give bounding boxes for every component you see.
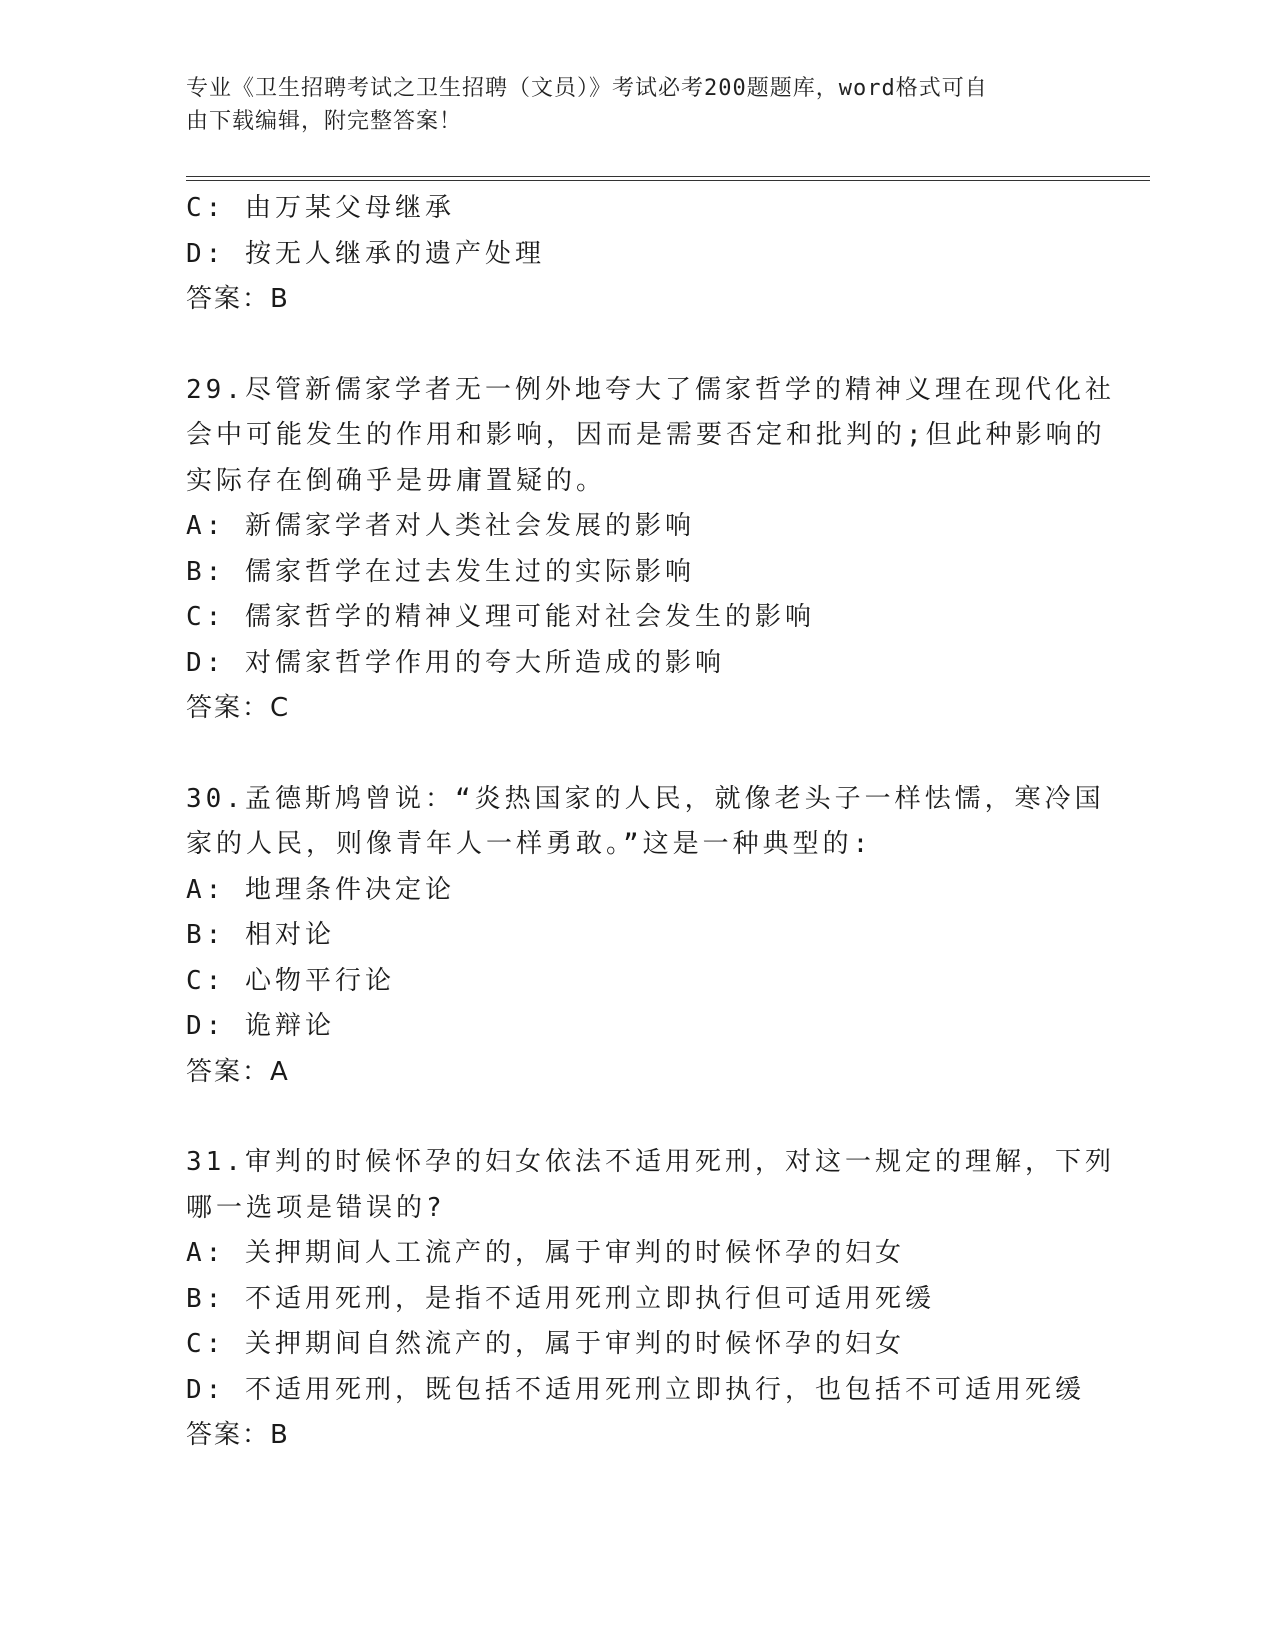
question-31 — [186, 1140, 1115, 1459]
question-stem-line: 31.审判的时候怀孕的妇女依法不适用死刑，对这一规定的理解，下列 — [186, 1147, 1115, 1177]
option-d: D: 对儒家哲学作用的夸大所造成的影响 — [186, 647, 725, 678]
header-divider — [186, 176, 1150, 181]
answer: 答案：C — [186, 693, 291, 723]
partial-question — [186, 186, 1086, 323]
option-a: A: 新儒家学者对人类社会发展的影响 — [186, 511, 695, 541]
question-stem-line: 哪一选项是错误的? — [186, 1192, 446, 1223]
option-c: C: 心物平行论 — [186, 965, 395, 996]
question-stem-line: 家的人民，则像青年人一样勇敢。”这是一种典型的: — [186, 829, 873, 859]
option-d: D: 按无人继承的遗产处理 — [186, 238, 545, 269]
question-stem-line: 会中可能发生的作用和影响，因而是需要否定和批判的;但此种影响的 — [186, 420, 1106, 450]
option-d: D: 不适用死刑，既包括不适用死刑立即执行，也包括不可适用死缓 — [186, 1374, 1085, 1405]
header-line-1: 专业《卫生招聘考试之卫生招聘（文员）》考试必考200题题库，word格式可自 — [186, 76, 988, 101]
option-c: C: 儒家哲学的精神义理可能对社会发生的影响 — [186, 602, 815, 632]
page-header — [186, 72, 1066, 138]
option-b: B: 儒家哲学在过去发生过的实际影响 — [186, 556, 695, 587]
answer: 答案：B — [186, 284, 290, 314]
option-d: D: 诡辩论 — [186, 1011, 335, 1041]
option-a: A: 关押期间人工流产的，属于审判的时候怀孕的妇女 — [186, 1238, 905, 1268]
option-a: A: 地理条件决定论 — [186, 874, 455, 905]
header-line-2: 由下载编辑，附完整答案！ — [186, 109, 463, 134]
question-29 — [186, 368, 1115, 732]
question-30 — [186, 777, 1105, 1096]
option-c: C: 由万某父母继承 — [186, 193, 455, 223]
option-c: C: 关押期间自然流产的，属于审判的时候怀孕的妇女 — [186, 1329, 905, 1359]
question-stem-line: 实际存在倒确乎是毋庸置疑的。 — [186, 465, 607, 496]
document-body — [186, 186, 1115, 1459]
question-stem-line: 29.尽管新儒家学者无一例外地夸大了儒家哲学的精神义理在现代化社 — [186, 374, 1115, 405]
question-stem-line: 30.孟德斯鸠曾说：“炎热国家的人民，就像老头子一样怯懦，寒冷国 — [186, 783, 1105, 814]
answer: 答案：A — [186, 1056, 290, 1087]
option-b: B: 不适用死刑，是指不适用死刑立即执行但可适用死缓 — [186, 1283, 935, 1314]
answer: 答案：B — [186, 1420, 290, 1450]
option-b: B: 相对论 — [186, 920, 335, 950]
